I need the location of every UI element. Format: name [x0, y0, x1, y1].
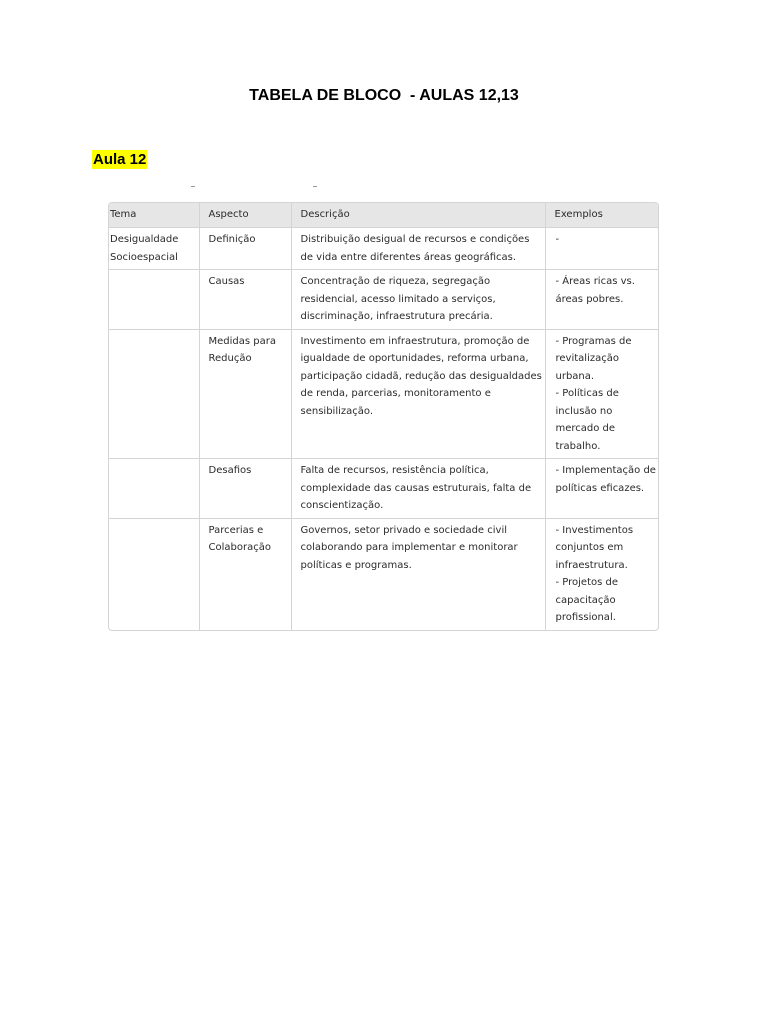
content-table	[109, 203, 658, 630]
cell-tema	[109, 459, 199, 519]
cell-descricao: Concentração de riqueza, segregação residencial, acesso limitado a serviços, discriminação, infraestrutura precária.	[291, 270, 545, 330]
crop-mark	[313, 186, 317, 187]
cell-tema	[109, 518, 199, 630]
cell-tema	[109, 329, 199, 459]
cell-aspecto: Desafios	[199, 459, 291, 519]
crop-marks	[108, 186, 658, 192]
cell-descricao: Distribuição desigual de recursos e condições de vida entre diferentes áreas geográficas.	[291, 228, 545, 270]
cell-exemplos	[545, 329, 658, 459]
exemplo-item: - Políticas de inclusão no mercado de trabalho.	[555, 388, 619, 452]
table-row	[109, 228, 658, 270]
cell-descricao: Governos, setor privado e sociedade civil colaborando para implementar e monitorar políticas e programas.	[291, 518, 545, 630]
cell-descricao: Investimento em infraestrutura, promoção de igualdade de oportunidades, reforma urbana, participação cidadã, redução das desigualdades de renda, parcerias, monitoramento e sensibilização.	[291, 329, 545, 459]
cell-tema: Desigualdade Socioespacial	[109, 228, 199, 270]
exemplo-item: -	[555, 234, 560, 245]
cell-exemplos	[545, 459, 658, 519]
cell-exemplos	[545, 228, 658, 270]
column-header-aspecto: Aspecto	[199, 203, 291, 228]
column-header-descricao: Descrição	[291, 203, 545, 228]
table-header-row	[109, 203, 658, 228]
table-row	[109, 329, 658, 459]
cell-aspecto: Medidas para Redução	[199, 329, 291, 459]
table-row	[109, 459, 658, 519]
cell-exemplos	[545, 518, 658, 630]
exemplo-item: - Implementação de políticas eficazes.	[555, 465, 656, 494]
cell-tema	[109, 270, 199, 330]
document-title: TABELA DE BLOCO - AULAS 12,13	[249, 87, 519, 104]
cell-aspecto: Parcerias e Colaboração	[199, 518, 291, 630]
column-header-exemplos: Exemplos	[545, 203, 658, 228]
cell-aspecto: Definição	[199, 228, 291, 270]
cell-exemplos	[545, 270, 658, 330]
crop-mark	[191, 186, 195, 187]
table-row	[109, 270, 658, 330]
exemplo-item: - Programas de revitalização urbana.	[555, 335, 632, 382]
cell-aspecto: Causas	[199, 270, 291, 330]
column-header-tema: Tema	[109, 203, 199, 228]
content-table-image	[108, 202, 659, 631]
exemplo-item: - Investimentos conjuntos em infraestrutura.	[555, 524, 634, 571]
exemplo-item: - Áreas ricas vs. áreas pobres.	[555, 276, 635, 305]
table-row	[109, 518, 658, 630]
exemplo-item: - Projetos de capacitação profissional.	[555, 577, 619, 623]
section-heading-highlighted: Aula 12	[93, 151, 147, 168]
cell-descricao: Falta de recursos, resistência política, complexidade das causas estruturais, falta de conscientização.	[291, 459, 545, 519]
